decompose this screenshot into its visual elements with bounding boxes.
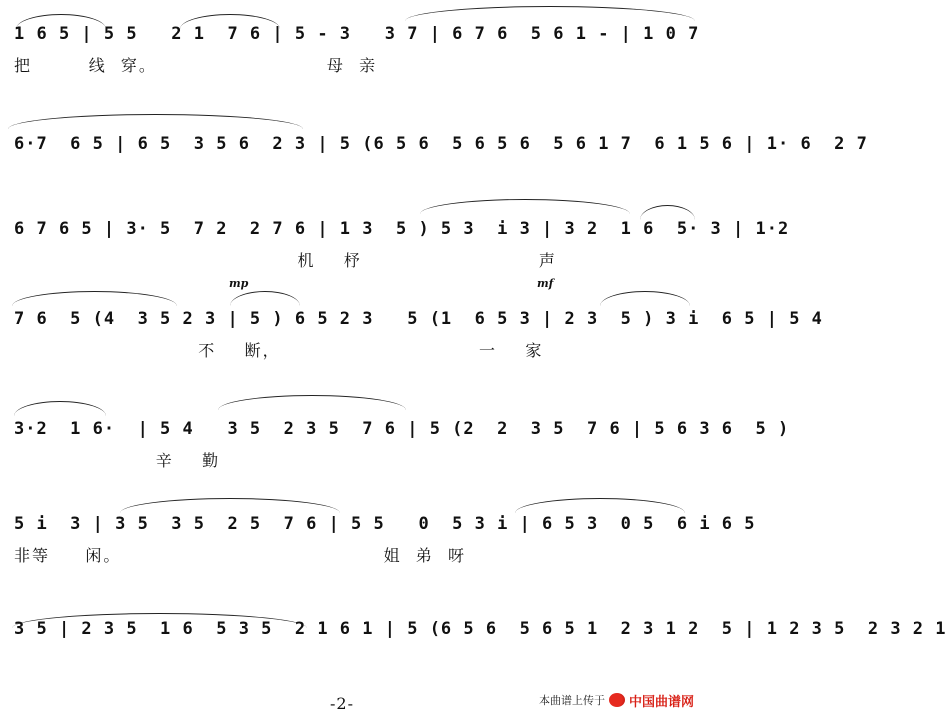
slur — [600, 291, 690, 306]
notation-line: 5 i 3 | 3 5 3 5 2 5 7 6 | 5 5 0 5 3 i | 6 5 3 0 5 6 i 6 5 — [14, 514, 756, 534]
page-number: -2- — [330, 694, 354, 713]
notation-line: 6 7 6 5 | 3· 5 7 2 2 7 6 | 1 3 5 ) 5 3 i 3 | 3 2 1 6 5· 3 | 1·2 — [14, 219, 790, 239]
score-row-5 — [0, 395, 790, 490]
slur — [515, 498, 685, 513]
slur — [230, 291, 300, 306]
score-row-6 — [0, 490, 756, 585]
slur — [218, 395, 406, 410]
notation-line: 3 5 | 2 3 5 1 6 5 3 5 2 1 6 1 | 5 (6 5 6 5 6 5 1 2 3 1 2 5 | 1 2 3 5 2 3 2 1 — [14, 619, 947, 639]
lyric-line: 不 断， 一 家 — [14, 341, 544, 360]
score-row-1 — [0, 0, 700, 95]
lyric-line: 机 杼 声 — [14, 251, 557, 270]
watermark-brand: 中国曲谱网 — [628, 694, 694, 710]
score-row-2 — [0, 110, 868, 205]
watermark — [539, 690, 694, 710]
lyric-line: 非等 闲。 姐 弟 呀 — [14, 546, 466, 565]
slur — [12, 291, 177, 306]
slur — [120, 498, 340, 513]
lyric-line: 把 线 穿。 母 亲 — [14, 56, 378, 75]
brand-logo-icon — [609, 693, 625, 707]
notation-line: 1 6 5 | 5 5 2 1 7 6 | 5 - 3 3 7 | 6 7 6 5 6 1 - | 1 0 7 — [14, 24, 700, 44]
notation-line: 7 6 5 (4 3 5 2 3 | 5 ) 6 5 2 3 5 (1 6 5 3 | 2 3 5 ) 3 i 6 5 | 5 4 — [14, 309, 823, 329]
lyric-line: 辛 勤 — [14, 451, 221, 470]
notation-line: 3·2 1 6· | 5 4 3 5 2 3 5 7 6 | 5 (2 2 3 5 7 6 | 5 6 3 6 5 ) — [14, 419, 790, 439]
slur — [405, 6, 695, 21]
score-row-3 — [0, 195, 790, 290]
dynamic-mp: mp — [229, 277, 249, 290]
slur — [420, 199, 630, 214]
notation-line: 6·7 6 5 | 6 5 3 5 6 2 3 | 5 (6 5 6 5 6 5 6 5 6 1 7 6 1 5 6 | 1· 6 2 7 — [14, 134, 868, 154]
score-row-7 — [0, 595, 947, 690]
watermark-text: 本曲谱上传于 — [538, 694, 605, 707]
slur — [8, 114, 303, 129]
slur — [14, 401, 106, 416]
dynamic-mf: mf — [537, 277, 554, 290]
score-row-4 — [0, 277, 823, 380]
slur — [640, 205, 695, 220]
